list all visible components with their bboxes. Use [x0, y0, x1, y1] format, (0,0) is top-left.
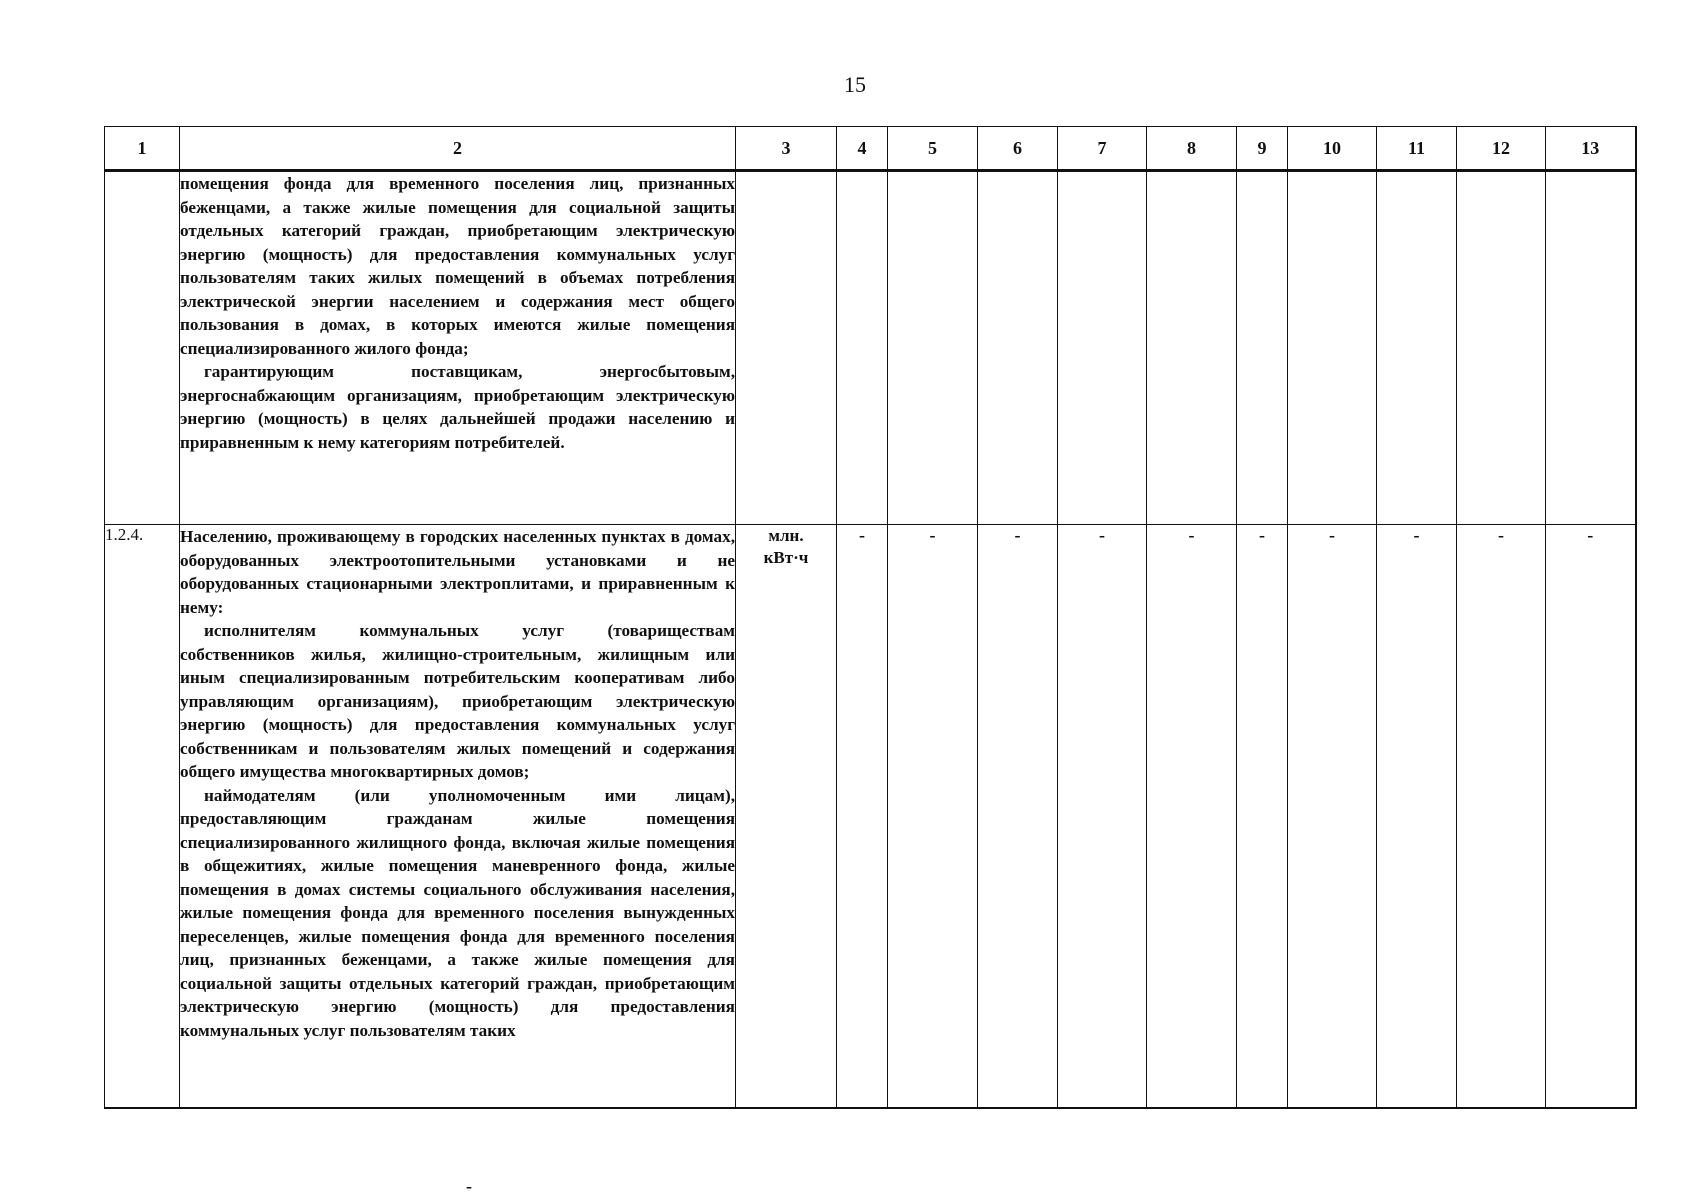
description-paragraph: помещения фонда для временного поселения лиц, признанных беженцами, а также жилые помещения для социальной защиты отдельных категорий граждан, приобретающим электрическую энергию (мощность) для предоставления коммунальных услуг пользователям таких жилых помещений в объемах потребления электрической энергии населением и содержания мест общего пользования в домах, в которых имеются жилые помещения специализированного жилого фонда;	[180, 174, 735, 358]
value-cell	[1237, 171, 1288, 525]
value-cell: -	[1058, 525, 1147, 1108]
page-number: 15	[844, 72, 866, 97]
value-cell: -	[1457, 525, 1546, 1108]
value-cell: -	[837, 525, 888, 1108]
row-description	[180, 171, 736, 525]
description-paragraph: наймодателям (или уполномоченным ими лицам), предоставляющим гражданам жилые помещения специализированного жилищного фонда, включая жилые помещения в общежитиях, жилые помещения маневренного фонда, жилые помещения в домах системы социального обслуживания населения, жилые помещения фонда для временного поселения вынужденных переселенцев, жилые помещения фонда для временного поселения лиц, признанных беженцами, а также жилые помещения для социальной защиты отдельных категорий граждан, приобретающим электрическую энергию (мощность) для предоставления коммунальных услуг пользователям таких	[180, 785, 735, 1040]
unit-cell	[736, 525, 837, 1108]
value-cell: -	[888, 525, 978, 1108]
unit-cell	[736, 171, 837, 525]
value-cell	[1288, 171, 1377, 525]
header-row	[105, 127, 1636, 171]
header-col-12: 12	[1457, 127, 1546, 171]
table-row-continuation	[105, 171, 1636, 525]
unit-line: кВт·ч	[763, 548, 809, 567]
header-col-13: 13	[1546, 127, 1636, 171]
header-col-9: 9	[1237, 127, 1288, 171]
value-cell	[978, 171, 1058, 525]
header-col-11: 11	[1377, 127, 1457, 171]
table-row-1-2-4	[105, 525, 1636, 1108]
header-col-2: 2	[180, 127, 736, 171]
value-cell: -	[1377, 525, 1457, 1108]
description-paragraph: Населению, проживающему в городских населенных пунктах в домах, оборудованных электроотопительными установками и не оборудованных стационарными электроплитами, и приравненным к нему:	[180, 527, 735, 617]
row-number: 1.2.4.	[105, 525, 180, 1108]
value-cell: -	[1237, 525, 1288, 1108]
value-cell: -	[1147, 525, 1237, 1108]
header-col-7: 7	[1058, 127, 1147, 171]
header-col-6: 6	[978, 127, 1058, 171]
value-cell	[1377, 171, 1457, 525]
value-cell	[1147, 171, 1237, 525]
row-description	[180, 525, 736, 1108]
value-cell	[1546, 171, 1636, 525]
header-col-5: 5	[888, 127, 978, 171]
header-col-4: 4	[837, 127, 888, 171]
description-paragraph: исполнителям коммунальных услуг (товариществам собственников жилья, жилищно-строительным, жилищным или иным специализированным потребительским кооперативам либо управляющим организациям), приобретающим электрическую энергию (мощность) для предоставления коммунальных услуг собственникам и пользователям жилых помещений и содержания общего имущества многоквартирных домов;	[180, 621, 735, 781]
description-paragraph: гарантирующим поставщикам, энергосбытовым, энергоснабжающим организациям, приобретающим электрическую энергию (мощность) в целях дальнейшей продажи населению и приравненным к нему категориям потребителей.	[180, 362, 735, 452]
tariff-table	[104, 126, 1637, 1109]
value-cell	[1058, 171, 1147, 525]
header-col-8: 8	[1147, 127, 1237, 171]
value-cell	[888, 171, 978, 525]
header-col-3: 3	[736, 127, 837, 171]
bottom-mark: -	[466, 1176, 472, 1196]
header-col-1: 1	[105, 127, 180, 171]
value-cell: -	[978, 525, 1058, 1108]
value-cell: -	[1546, 525, 1636, 1108]
value-cell: -	[1288, 525, 1377, 1108]
header-col-10: 10	[1288, 127, 1377, 171]
unit-line: млн.	[768, 526, 804, 545]
row-number	[105, 171, 180, 525]
value-cell	[1457, 171, 1546, 525]
value-cell	[837, 171, 888, 525]
